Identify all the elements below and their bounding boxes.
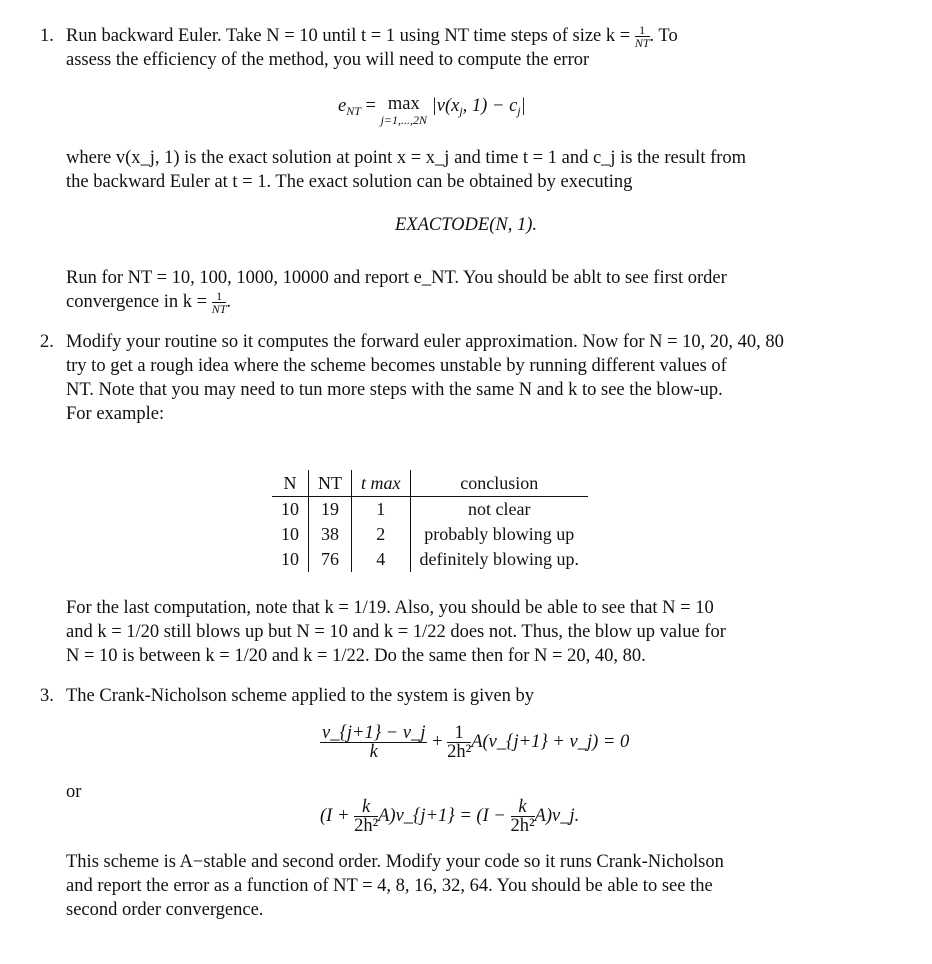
item-1-convergence-fraction: $\frac{1}{NT}$: [211, 289, 227, 317]
item-1-k-fraction: $\frac{1}{NT}$: [634, 23, 650, 51]
stability-table: [272, 470, 588, 572]
cell: 2: [352, 522, 411, 547]
item-2-line-4: For example:: [66, 404, 165, 424]
item-1-line-5: Run for NT = 10, 100, 1000, 10000 and report e_NT. You should be ablt to see first order: [66, 268, 727, 288]
item-1-number: 1.: [40, 26, 54, 46]
cn-left-fraction: $\frac{k}{\text{2h²}}$: [354, 797, 379, 836]
header-conclusion: conclusion: [410, 470, 588, 497]
item-3-number: 3.: [40, 686, 54, 706]
header-nt: NT: [309, 470, 352, 497]
table-row: [272, 547, 588, 572]
item-1-line-4: the backward Euler at t = 1. The exact solution can be obtained by executing: [66, 172, 633, 192]
cell: probably blowing up: [424, 524, 575, 544]
cn-coefficient-fraction: $\frac{1}{\text{2h²}}$: [447, 723, 472, 762]
cell: 38: [309, 522, 352, 547]
table-row: [272, 497, 588, 523]
cn-difference-fraction: $\frac{v\_\{j+1\} - v\_j}{k}$: [322, 723, 426, 762]
cell: 1: [352, 497, 411, 523]
item-1-line-3: where v(x_j, 1) is the exact solution at point x = x_j and time t = 1 and c_j is the result from: [66, 148, 747, 168]
header-tmax: t max: [352, 470, 411, 497]
cell: 19: [309, 497, 352, 523]
cell: 10: [272, 522, 309, 547]
item-2-line-3: NT. Note that you may need to tun more steps with the same N and k to see the blow-up.: [66, 380, 723, 400]
cell: definitely blowing up.: [419, 549, 579, 569]
item-3-line-2: This scheme is A−stable and second order. Modify your code so it runs Crank-Nicholson: [66, 852, 724, 872]
max-operator: max: [387, 94, 420, 114]
cell: 4: [352, 547, 411, 572]
max-subscript: j=1,...,2N: [380, 113, 428, 127]
item-1-line-1-text: Run backward Euler. Take N = 10 until t = 1 using NT time steps of size k =: [66, 26, 631, 46]
header-n: N: [272, 470, 309, 497]
item-3-line-1: The Crank-Nicholson scheme applied to the system is given by: [66, 686, 535, 706]
cell: not clear: [468, 499, 531, 519]
item-2-line-7: N = 10 is between k = 1/20 and k = 1/22. Do the same then for N = 20, 40, 80.: [66, 646, 646, 666]
item-1-line-6: convergence in k = $\frac{1}{NT}$ .: [66, 289, 232, 317]
item-3-line-4: second order convergence.: [66, 900, 264, 920]
cell: 10: [272, 497, 309, 523]
item-1-line-1-end: . To: [649, 26, 678, 46]
crank-nicholson-rearranged: (I + $\frac{k}{\text{2h²}}$ A)v_{j+1} = (I − $\frac{k}{\text{2h²}}$ A)v_j.: [320, 797, 580, 836]
table-row: [272, 522, 588, 547]
item-3-line-3: and report the error as a function of NT = 4, 8, 16, 32, 64. You should be able to see the: [66, 876, 713, 896]
table-header-row: [272, 470, 588, 497]
or-label: or: [66, 782, 82, 802]
crank-nicholson-equation: $\frac{v\_\{j+1\} - v\_j}{k}$ + $\frac{1}{\text{2h²}}$ A(v_{j+1} + v_j) = 0: [322, 723, 630, 762]
item-2-line-5: For the last computation, note that k = 1/19. Also, you should be able to see that N = 10: [66, 598, 714, 618]
item-2-line-6: and k = 1/20 still blows up but N = 10 and k = 1/22 does not. Thus, the blow up value for: [66, 622, 726, 642]
error-equation: $e_{NT}$ = max j=1,...,2N $|v(x_j$, $1) - c_j|$: [338, 94, 526, 127]
exact-ode-call: EXACTODE(N, 1).: [394, 215, 537, 235]
item-1-line-1: [66, 24, 872, 49]
item-2-number: 2.: [40, 332, 54, 352]
item-2-line-1: Modify your routine so it computes the forward euler approximation. Now for N = 10, 20, 40, 80: [66, 332, 784, 352]
item-2-line-2: try to get a rough idea where the scheme becomes unstable by running different values of: [66, 356, 727, 376]
cn-right-fraction: $\frac{k}{\text{2h²}}$: [510, 797, 535, 836]
cell: 76: [309, 547, 352, 572]
cell: 10: [272, 547, 309, 572]
item-1-line-2: assess the efficiency of the method, you will need to compute the error: [66, 50, 590, 70]
